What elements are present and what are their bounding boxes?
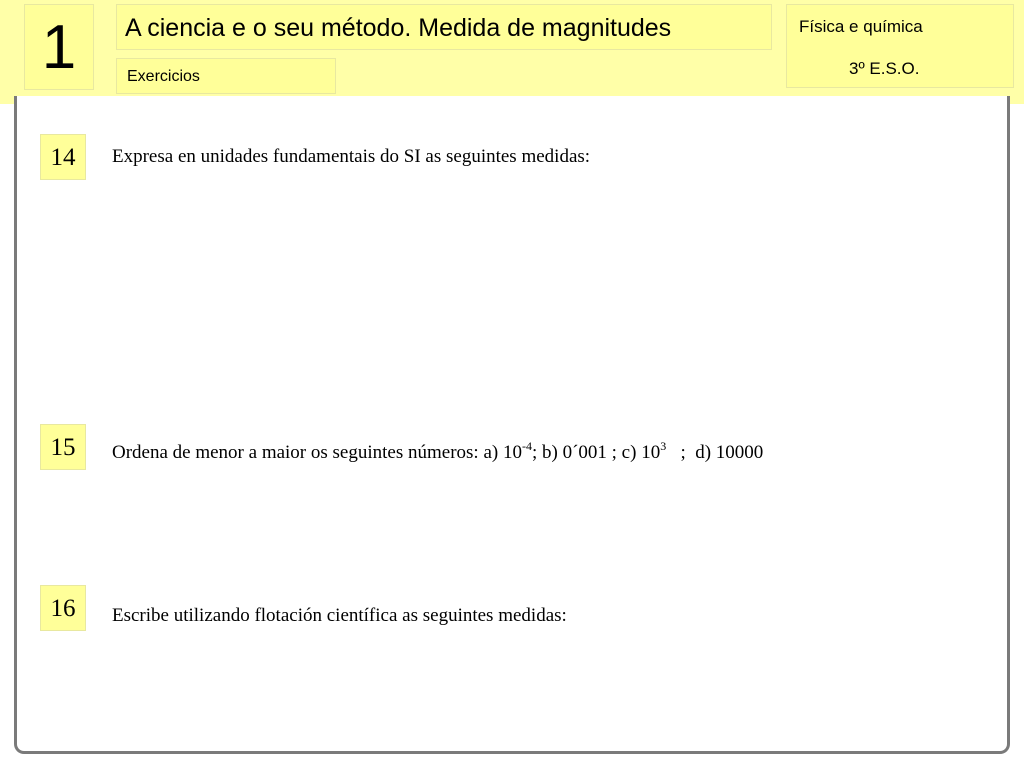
exercise-number-15: 15: [40, 424, 86, 470]
page-title: A ciencia e o seu método. Medida de magnitudes: [116, 4, 772, 50]
exercise-number-16: 16: [40, 585, 86, 631]
exercise-number-14: 14: [40, 134, 86, 180]
exercise-15-exponent-a: -4: [521, 439, 532, 453]
exercise-15-option-b: ; b) 0´001 ; c) 10: [531, 442, 661, 463]
unit-number: 1: [24, 4, 94, 90]
subject-label: Física e química: [799, 17, 923, 36]
exercise-text-15: [112, 439, 764, 464]
exercise-15-intro: Ordena de menor a maior os seguintes números: a) 10: [112, 442, 522, 463]
level-label: 3º E.S.O.: [849, 59, 920, 78]
section-subtitle: Exercicios: [116, 58, 336, 94]
exercise-text-16: Escribe utilizando flotación científica as seguintes medidas:: [112, 605, 567, 626]
exercise-15-option-d: ; d) 10000: [666, 442, 764, 463]
page-frame: [14, 96, 1010, 754]
exercise-text-14: Expresa en unidades fundamentais do SI as seguintes medidas:: [112, 146, 591, 167]
course-info: [786, 4, 1014, 88]
exercise-15-exponent-c: 3: [660, 439, 667, 453]
